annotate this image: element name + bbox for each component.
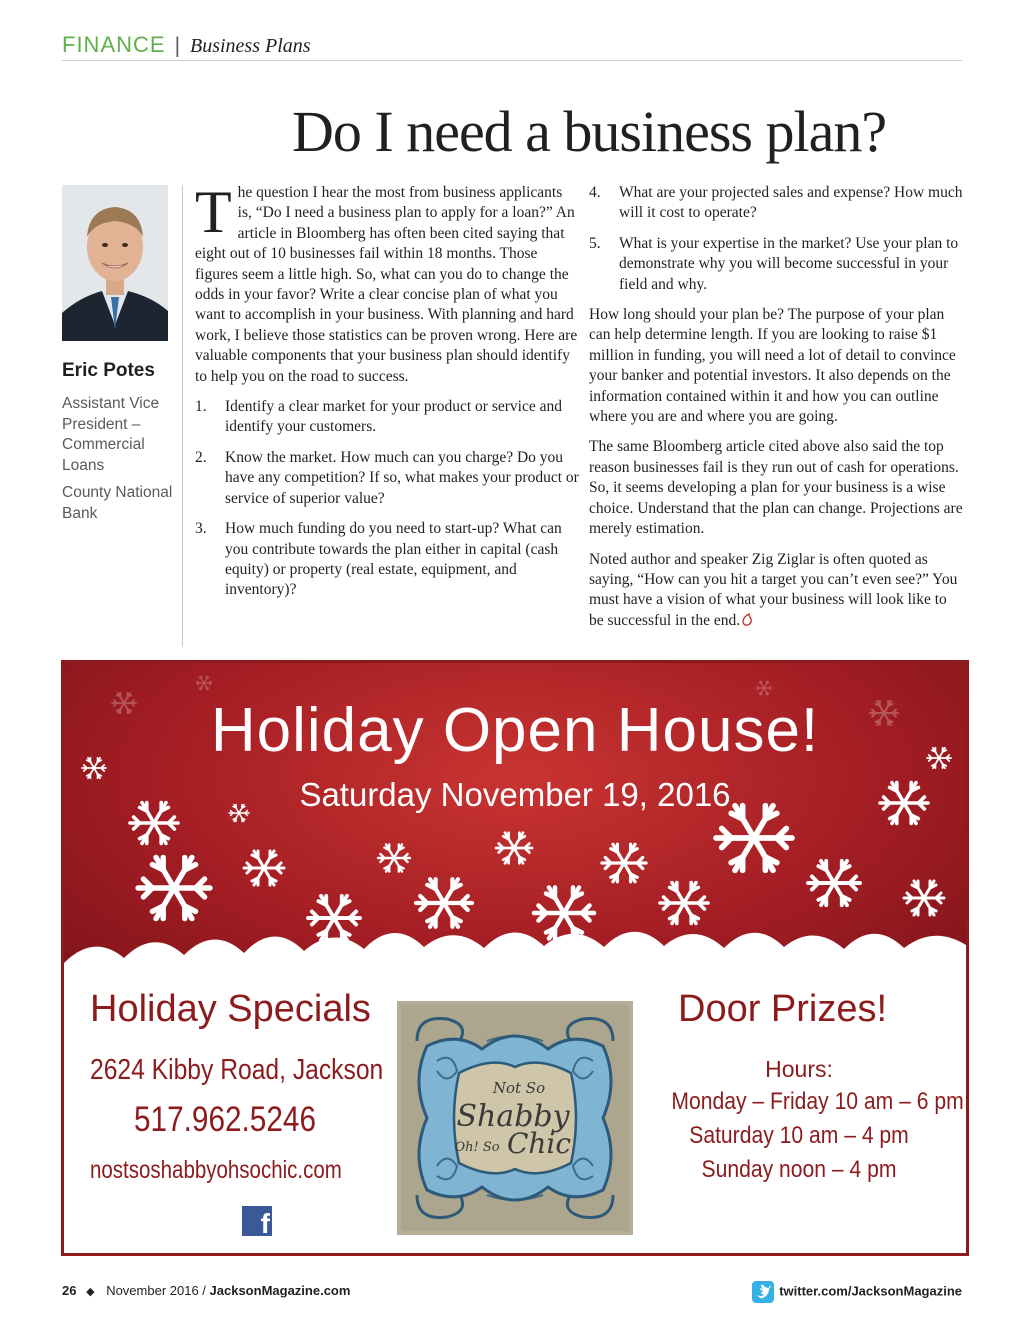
ad-hours-line: Sunday noon – 4 pm [701,1156,897,1183]
page-number: 26 [62,1283,77,1298]
ziglar-paragraph [589,550,964,632]
intro-paragraph [195,179,580,387]
ad-hours-line: Monday – Friday 10 am – 6 pm [671,1088,964,1115]
list-text: Identify a clear market for your product or service and identify your customers. [225,398,562,436]
logo-text-main2: Chic [506,1127,572,1160]
section-name: FINANCE [62,32,166,57]
list-item [589,183,964,224]
cash-paragraph: The same Bloomberg article cited above also said the top reason businesses fail is they run out of cash for operations. So, it seems developing a plan for your business is a wise choice. Understand that the plan can change. Projections are merely estimation. [589,438,963,538]
page-footer [62,1283,350,1298]
issue-date: November 2016 / [106,1283,210,1298]
site-link[interactable]: JacksonMagazine.com [209,1283,351,1298]
ziglar-text: Noted author and speaker Zig Ziglar is often quoted as saying, “How can you hit a target you can’t even see?” You must have a vision of what your business will look like to be successful in the end. [589,550,958,629]
list-text: What are your projected sales and expense? How much will it cost to operate? [619,184,963,222]
article-headline: Do I need a business plan? [292,99,887,164]
logo-text-top: Not So [492,1079,546,1097]
list-item [589,234,964,295]
logo-text-bottom: Oh! So [454,1140,500,1155]
list-number: 5. [589,234,601,252]
list-text: Know the market. How much can you charge? Do you have any competition? If so, what makes your product or service of superior value? [225,448,579,507]
author-name: Eric Potes [62,360,155,381]
twitter-link[interactable]: twitter.com/JacksonMagazine [779,1283,962,1299]
author-organization: County National Bank [62,484,173,522]
author-photo [62,185,168,341]
list-item [195,448,580,509]
list-number: 2. [195,448,207,466]
section-header [62,30,962,61]
article-column-1 [195,179,580,611]
section-separator: | [174,33,181,57]
ad-address: 2624 Kibby Road, Jackson [90,1054,384,1086]
holiday-ad [61,660,969,1256]
column-divider [182,185,183,647]
author-title: Assistant Vice President – Commercial Loans [62,395,160,474]
author-info [62,360,177,531]
ad-specials: Holiday Specials [90,988,371,1030]
facebook-icon[interactable]: f [242,1206,272,1236]
diamond-icon: ◆ [86,1286,95,1298]
list-number: 3. [195,520,207,538]
length-paragraph: How long should your plan be? The purpose of your plan can help determine length. If you are looking to raise $1 million in funding, you will need a lot of detail to convince your banker and potential investors. It also depends on the information contained within it and how you can outline where you are and where you are going. [589,306,956,426]
intro-text: he question I hear the most from business applicants is, “Do I need a business plan to apply for a loan?” An article in Bloomberg has often been cited saying that eight out of 10 businesses fail within 18 months. Those figures seem a little high. So, what can you do to change the odds in your favor? Write a clear concise plan of what you want to accomplish in your business. With planning and hard work, I believe those statistics can be proven wrong. Here are valuable components that your business plan should identify to help you on the road to success. [195,184,578,385]
list-number: 4. [589,184,601,201]
ad-phone: 517.962.5246 [134,1100,316,1139]
logo-text-main1: Shabby [456,1099,570,1134]
section-subtitle: Business Plans [190,35,311,57]
end-mark-icon [740,613,754,627]
ad-hours-label: Hours: [765,1056,833,1082]
twitter-icon[interactable] [752,1281,774,1303]
twitter-handle[interactable] [752,1281,962,1303]
ad-hours-line: Saturday 10 am – 4 pm [689,1122,909,1149]
ad-website[interactable]: nostsoshabbyohsochic.com [90,1156,342,1184]
list-item [195,397,580,438]
ad-date: Saturday November 19, 2016 [299,776,731,813]
article-column-2 [589,183,964,641]
list-text: How much funding do you need to start-up? What can you contribute towards the plan either in capital (cash equity) or property (real estate, equipment, and inventory)? [225,520,562,599]
shop-logo [397,1001,633,1235]
ad-door-prizes: Door Prizes! [678,988,888,1030]
list-item [195,519,580,601]
drop-cap: T [195,179,232,245]
ad-title: Holiday Open House! [210,696,820,765]
list-number: 1. [195,398,207,416]
list-text: What is your expertise in the market? Use your plan to demonstrate why you will become successful in your field and why. [619,234,959,293]
